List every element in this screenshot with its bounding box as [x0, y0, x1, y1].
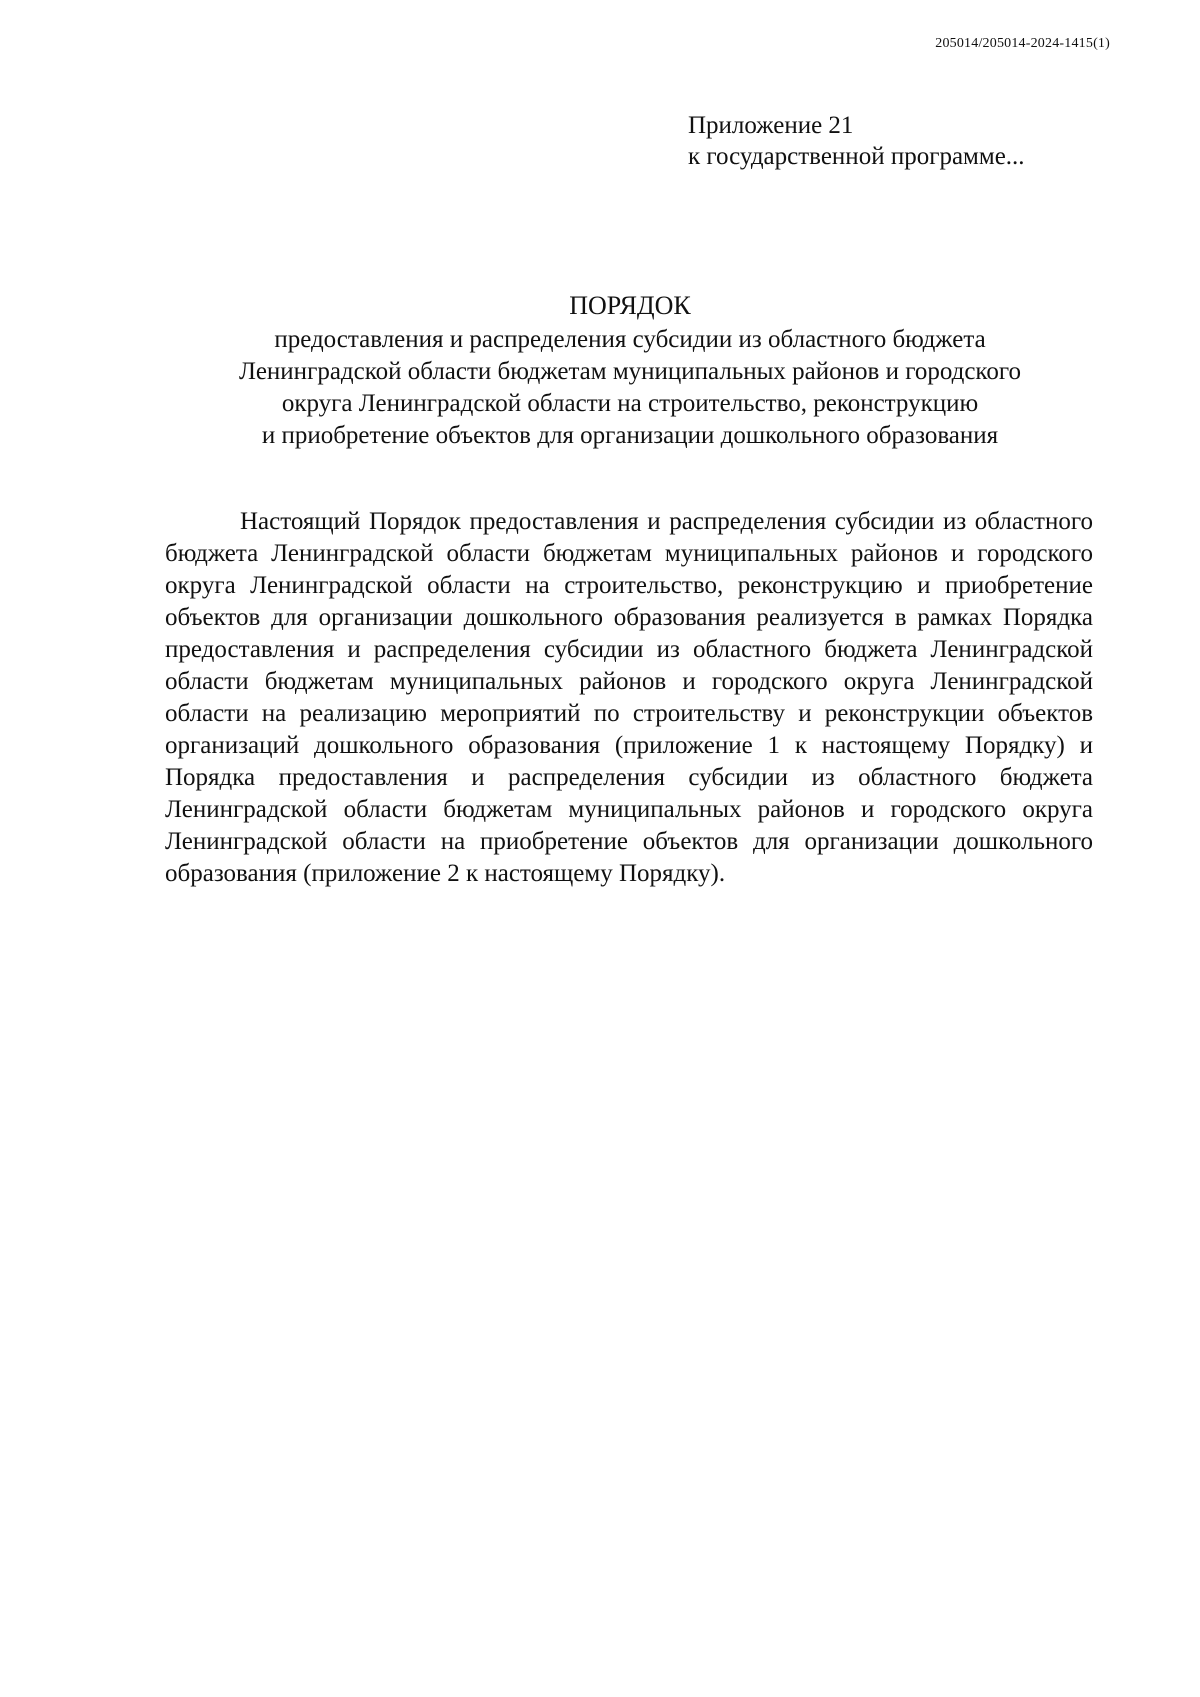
appendix-reference [688, 110, 1025, 172]
body-paragraph: Настоящий Порядок предоставления и распределения субсидии из областного бюджета Ленинградской области бюджетам муниципальных районов и городского округа Ленинградской области на строительство, реконструкцию и приобретение объектов для организации дошкольного образования реализуется в рамках Порядка предоставления и распределения субсидии из областного бюджета Ленинградской области бюджетам муниципальных районов и городского округа Ленинградской области на реализацию мероприятий по строительству и реконструкции объектов организаций дошкольного образования (приложение 1 к настоящему Порядку) и Порядка предоставления и распределения субсидии из областного бюджета Ленинградской области бюджетам муниципальных районов и городского округа Ленинградской области на приобретение объектов для организации дошкольного образования (приложение 2 к настоящему Порядку). [165, 508, 1093, 887]
document-title: ПОРЯДОК [569, 291, 691, 320]
subtitle-line-3: округа Ленинградской области на строительство, реконструкцию [281, 390, 979, 417]
subtitle-line-4: и приобретение объектов для организации дошкольного образования [261, 422, 999, 449]
appendix-program: к государственной программе... [688, 143, 1025, 170]
document-title-block [160, 290, 1100, 452]
document-id: 205014/205014-2024-1415(1) [935, 36, 1110, 51]
appendix-number: Приложение 21 [688, 112, 854, 139]
subtitle-line-2: Ленинградской области бюджетам муниципальных районов и городского [239, 358, 1021, 385]
subtitle-line-1: предоставления и распределения субсидии из областного бюджета [274, 326, 986, 353]
